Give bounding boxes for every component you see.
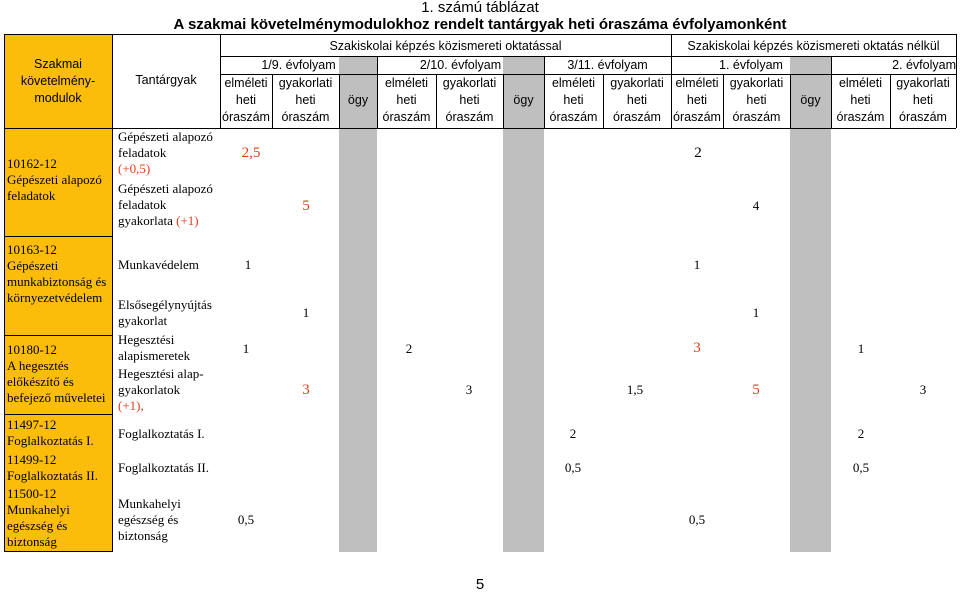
header-practice: gyakorlati heti óraszám (896, 76, 950, 124)
value-cell: 3 (302, 382, 310, 398)
header-year-5: 2. évfolyam (892, 58, 956, 72)
module-11497: 11497-12 Foglalkoztatás I. (7, 417, 94, 448)
value-cell: 5 (302, 198, 310, 214)
module-10163: 10163-12 Gépészeti munkabiztonság és környezetvédelem (7, 242, 107, 305)
value-cell: 0,5 (237, 512, 255, 527)
value-cell: 2 (694, 145, 702, 161)
module-10162: 10162-12 Gépészeti alapozó feladatok (7, 156, 102, 203)
header-theory: elméleti heti óraszám (382, 76, 431, 124)
value-cell: 0,5 (852, 460, 870, 475)
module-11499: 11499-12 Foglalkoztatás II. (7, 452, 98, 483)
header-year-4: 1. évfolyam (719, 58, 783, 72)
value-cell: 1 (857, 341, 865, 356)
value-cell: 2 (569, 426, 577, 441)
header-year-2: 2/10. évfolyam (419, 58, 502, 72)
value-cell: 5 (752, 382, 760, 398)
value-cell: 1 (244, 257, 252, 272)
value-cell: 1 (302, 305, 310, 320)
header-year-3: 3/11. évfolyam (567, 58, 648, 72)
subject-hegesztesi-alapismeretek: Hegesztési alapismeretek (118, 332, 191, 363)
subject-gepeszeti-alapozo-gyakorlat: Gépészeti alapozó feladatok gyakorlata (+1) (118, 181, 213, 228)
header-theory: elméleti heti óraszám (673, 76, 721, 124)
module-10180: 10180-12 A hegesztés előkészítő és befejező műveletei (7, 342, 106, 405)
header-subjects: Tantárgyak (135, 73, 197, 87)
value-cell: 2 (405, 341, 413, 356)
value-cell: 1 (752, 305, 760, 320)
table-title: A szakmai követelménymodulokhoz rendelt tantárgyak heti óraszáma évfolyamonként (173, 16, 787, 33)
header-year-1: 1/9. évfolyam (261, 58, 336, 72)
value-cell: 2,5 (241, 145, 261, 161)
header-theory: elméleti heti óraszám (836, 76, 885, 124)
ogy-column-2 (503, 56, 544, 552)
subject-munkavedelem: Munkavédelem (118, 257, 199, 272)
subject-elsosegely: Elsősegélynyújtás gyakorlat (118, 297, 212, 328)
value-cell: 0,5 (688, 512, 706, 527)
header-practice: gyakorlati heti óraszám (442, 76, 497, 124)
header-ogy: ögy (347, 93, 369, 107)
value-cell: 3 (919, 382, 927, 397)
value-cell: 1 (242, 341, 250, 356)
value-cell: 1,5 (626, 382, 644, 397)
table-number: 1. számú táblázat (421, 0, 539, 16)
subject-foglalkoztatas-2: Foglalkoztatás II. (118, 460, 209, 475)
page-number: 5 (475, 576, 485, 593)
value-cell: 1 (693, 257, 701, 272)
value-cell: 3 (465, 382, 473, 397)
ogy-column-3 (790, 56, 831, 552)
value-cell: 3 (693, 340, 701, 356)
header-ogy: ögy (513, 93, 534, 107)
value-cell: 4 (752, 198, 760, 213)
subject-foglalkoztatas-1: Foglalkoztatás I. (118, 426, 205, 441)
subject-hegesztesi-alapgyakorlatok: Hegesztési alap-gyakorlatok (+1), (118, 366, 204, 413)
module-11500: 11500-12 Munkahelyi egészség és biztonság (7, 486, 70, 549)
header-practice: gyakorlati heti óraszám (729, 76, 784, 124)
header-practice: gyakorlati heti óraszám (610, 76, 664, 124)
ogy-column-1 (339, 56, 377, 552)
subject-munkahelyi-egeszseg: Munkahelyi egészség és biztonság (118, 496, 181, 543)
header-theory: elméleti heti óraszám (222, 76, 270, 124)
header-theory: elméleti heti óraszám (549, 76, 598, 124)
header-ogy: ögy (800, 93, 821, 107)
header-group-with: Szakiskolai képzés közismereti oktatással (329, 39, 562, 53)
value-cell: 0,5 (564, 460, 582, 475)
value-cell: 2 (857, 426, 865, 441)
header-practice: gyakorlati heti óraszám (278, 76, 333, 124)
header-modules: Szakmai követelmény-modulok (20, 57, 96, 105)
subject-gepeszeti-alapozo: Gépészeti alapozó feladatok (+0,5) (118, 129, 213, 176)
header-group-without: Szakiskolai képzés közismereti oktatás nélkül (687, 39, 940, 53)
